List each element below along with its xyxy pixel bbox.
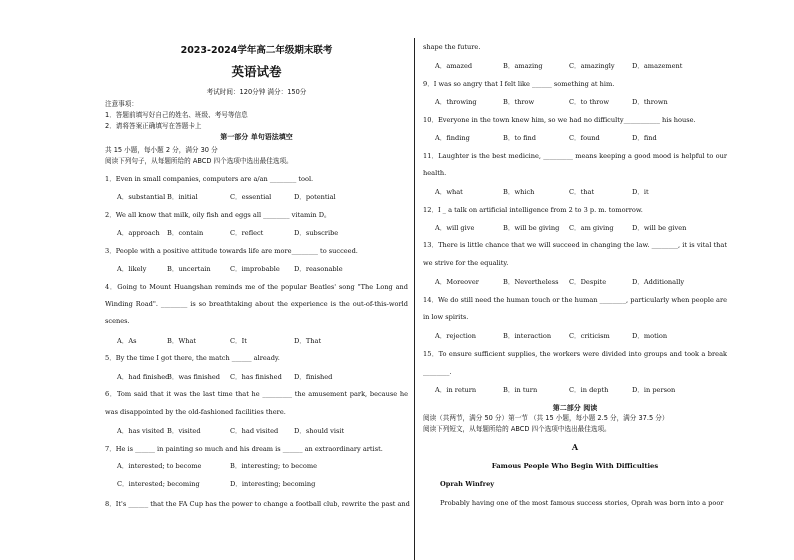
question-8-option: A．amazed <box>435 62 473 70</box>
question-6-option: C．had visited <box>230 427 279 435</box>
question-13-option: C．Despite <box>569 278 607 286</box>
question-1-option: C．essential <box>230 193 272 201</box>
question-15-text: ________. <box>423 368 452 376</box>
question-10-option: A．finding <box>435 134 470 142</box>
question-11-option: C．that <box>569 188 595 196</box>
question-15-option: C．in depth <box>569 386 609 394</box>
question-9-option: D．thrown <box>632 98 668 106</box>
question-9-option: A．throwing <box>435 98 477 106</box>
part2-title: 第二部分 阅读 <box>552 404 598 412</box>
question-5-option: A．had finished <box>117 373 170 381</box>
question-10-option: B．to find <box>503 134 537 142</box>
question-4-option: D．That <box>294 337 322 345</box>
question-3-text: 3．People with a positive attitude towards life are more________ to succeed. <box>105 247 358 255</box>
question-15-option: D．in person <box>632 386 676 394</box>
question-8-option: D．amazement <box>632 62 683 70</box>
question-14-text: in low spirits. <box>423 313 469 321</box>
question-9-option: C．to throw <box>569 98 610 106</box>
exam-info: 考试时间：120分钟 满分：150分 <box>206 88 307 96</box>
part2-intro: 阅读（共两节，满分 50 分）第一节 （共 15 小题，每小题 2.5 分，满分 37.5 分） <box>423 414 669 422</box>
question-6-option: D．should visit <box>294 427 345 435</box>
question-11-text: 11．Laughter is the best medicine, _________ means keeping a good mood is helpful to our <box>423 152 727 160</box>
question-4-option: C．It <box>230 337 247 345</box>
question-1-text: 1．Even in small companies, computers are a/an ________ tool. <box>105 175 314 183</box>
right-column <box>423 0 727 560</box>
question-9-text: 9．I was so angry that I felt like ______ something at him. <box>423 80 615 88</box>
question-2-text: 2．We all know that milk, oily fish and eggs all ________ vitamin D。 <box>105 211 331 219</box>
question-12-option: D．will be given <box>632 224 687 232</box>
part1-title: 第一部分 单句语法填空 <box>220 133 293 141</box>
notes-heading: 注意事项： <box>105 100 138 108</box>
question-12-option: A．will give <box>435 224 475 232</box>
question-6-text: 6．Tom said that it was the last time that he _________ the amusement park, because he <box>105 390 408 398</box>
question-4-text: Winding Road". ________ is so breathtaking about the experience is the out-of-this-world <box>105 300 408 308</box>
question-10-option: C．found <box>569 134 600 142</box>
question-4-option: A．As <box>117 337 137 345</box>
question-8-option: B．amazing <box>503 62 543 70</box>
question-12-text: 12．I _ a talk on artificial intelligence from 2 to 3 p. m. tomorrow. <box>423 206 643 214</box>
article-text: Probably having one of the most famous success stories, Oprah was born into a poor <box>440 499 724 507</box>
question-3-option: D．reasonable <box>294 265 343 273</box>
question-14-text: 14．We do still need the human touch or the human ________, particularly when people are <box>423 296 727 304</box>
question-3-option: C．improbable <box>230 265 280 273</box>
question-2-option: C．reflect <box>230 229 264 237</box>
question-4-option: B．What <box>167 337 197 345</box>
question-5-option: C．has finished <box>230 373 282 381</box>
question-15-option: A．in return <box>435 386 477 394</box>
question-11-option: B．which <box>503 188 535 196</box>
question-13-text: we strive for the equality. <box>423 259 509 267</box>
question-10-option: D．find <box>632 134 657 142</box>
question-2-option: D．subscribe <box>294 229 339 237</box>
question-1-option: A．substantial <box>117 193 166 201</box>
question-3-option: A．likely <box>117 265 147 273</box>
exam-title: 2023-2024学年高二年级期末联考 <box>180 45 333 56</box>
question-8-text: 8．It's ______ that the FA Cup has the power to change a football club, rewrite the past and <box>105 500 410 508</box>
article-title: Famous People Who Begin With Difficulties <box>491 462 659 470</box>
question-14-option: D．motion <box>632 332 668 340</box>
question-7-option: D．interesting; becoming <box>230 480 316 488</box>
question-14-option: C．criticism <box>569 332 610 340</box>
part1-intro: 共 15 小题，每小题 2 分，满分 30 分 <box>105 146 218 154</box>
question-11-text: health. <box>423 169 447 177</box>
subject-title: 英语试卷 <box>231 64 282 79</box>
question-6-option: B．visited <box>167 427 201 435</box>
question-1-option: D．potential <box>294 193 336 201</box>
question-12-option: B．will be giving <box>503 224 560 232</box>
question-7-text: 7．He is ______ in painting so much and his dream is ______ an extraordinary artist. <box>105 445 383 453</box>
question-6-option: A．has visited <box>117 427 165 435</box>
question-1-option: B．initial <box>167 193 198 201</box>
question-15-text: 15．To ensure sufficient supplies, the workers were divided into groups and took a break <box>423 350 727 358</box>
question-7-option: A．interested; to become <box>117 462 202 470</box>
question-13-text: 13．There is little chance that we will succeed in changing the law. ________, it is vital that <box>423 241 727 249</box>
question-5-option: D．finished <box>294 373 333 381</box>
question-12-option: C．am giving <box>569 224 614 232</box>
part2-instructions: 阅读下列短文，从每题所给的 ABCD 四个选项中选出最佳选项。 <box>423 425 611 433</box>
note-item: 1．答题前填写好自己的姓名、班级、考号等信息 <box>105 111 248 119</box>
question-14-option: B．interaction <box>503 332 552 340</box>
question-7-option: C．interested; becoming <box>117 480 200 488</box>
question-6-text: was disappointed by the old-fashioned facilities there. <box>105 408 286 416</box>
part1-instructions: 阅读下列句子，从每题所给的 ABCD 四个选项中选出最佳选项。 <box>105 157 293 165</box>
question-4-text: 4．Going to Mount Huangshan reminds me of the popular Beatles' song "The Long and <box>105 283 408 291</box>
question-9-option: B．throw <box>503 98 535 106</box>
question-2-option: B．contain <box>167 229 204 237</box>
question-10-text: 10．Everyone in the town knew him, so we had no difficulty___________ his house. <box>423 116 696 124</box>
question-3-option: B．uncertain <box>167 265 211 273</box>
question-8-option: C．amazingly <box>569 62 615 70</box>
question-15-option: B．in turn <box>503 386 538 394</box>
question-7-option: B．interesting; to become <box>230 462 317 470</box>
question-4-text: scenes. <box>105 317 130 325</box>
passage-label: A <box>571 442 579 452</box>
question-8-text: shape the future. <box>423 43 481 51</box>
column-divider <box>414 38 415 560</box>
left-column <box>105 0 408 560</box>
question-11-option: A．what <box>435 188 463 196</box>
question-14-option: A．rejection <box>435 332 477 340</box>
note-item: 2．请将答案正确填写在答题卡上 <box>105 122 202 130</box>
question-13-option: A．Moreover <box>435 278 479 286</box>
article-subheading: Oprah Winfrey <box>440 480 495 488</box>
question-5-text: 5．By the time I got there, the match ______ already. <box>105 354 280 362</box>
question-5-option: B．was finished <box>167 373 221 381</box>
question-11-option: D．it <box>632 188 649 196</box>
question-2-option: A．approach <box>117 229 160 237</box>
question-13-option: D．Additionally <box>632 278 685 286</box>
question-13-option: B．Nevertheless <box>503 278 559 286</box>
